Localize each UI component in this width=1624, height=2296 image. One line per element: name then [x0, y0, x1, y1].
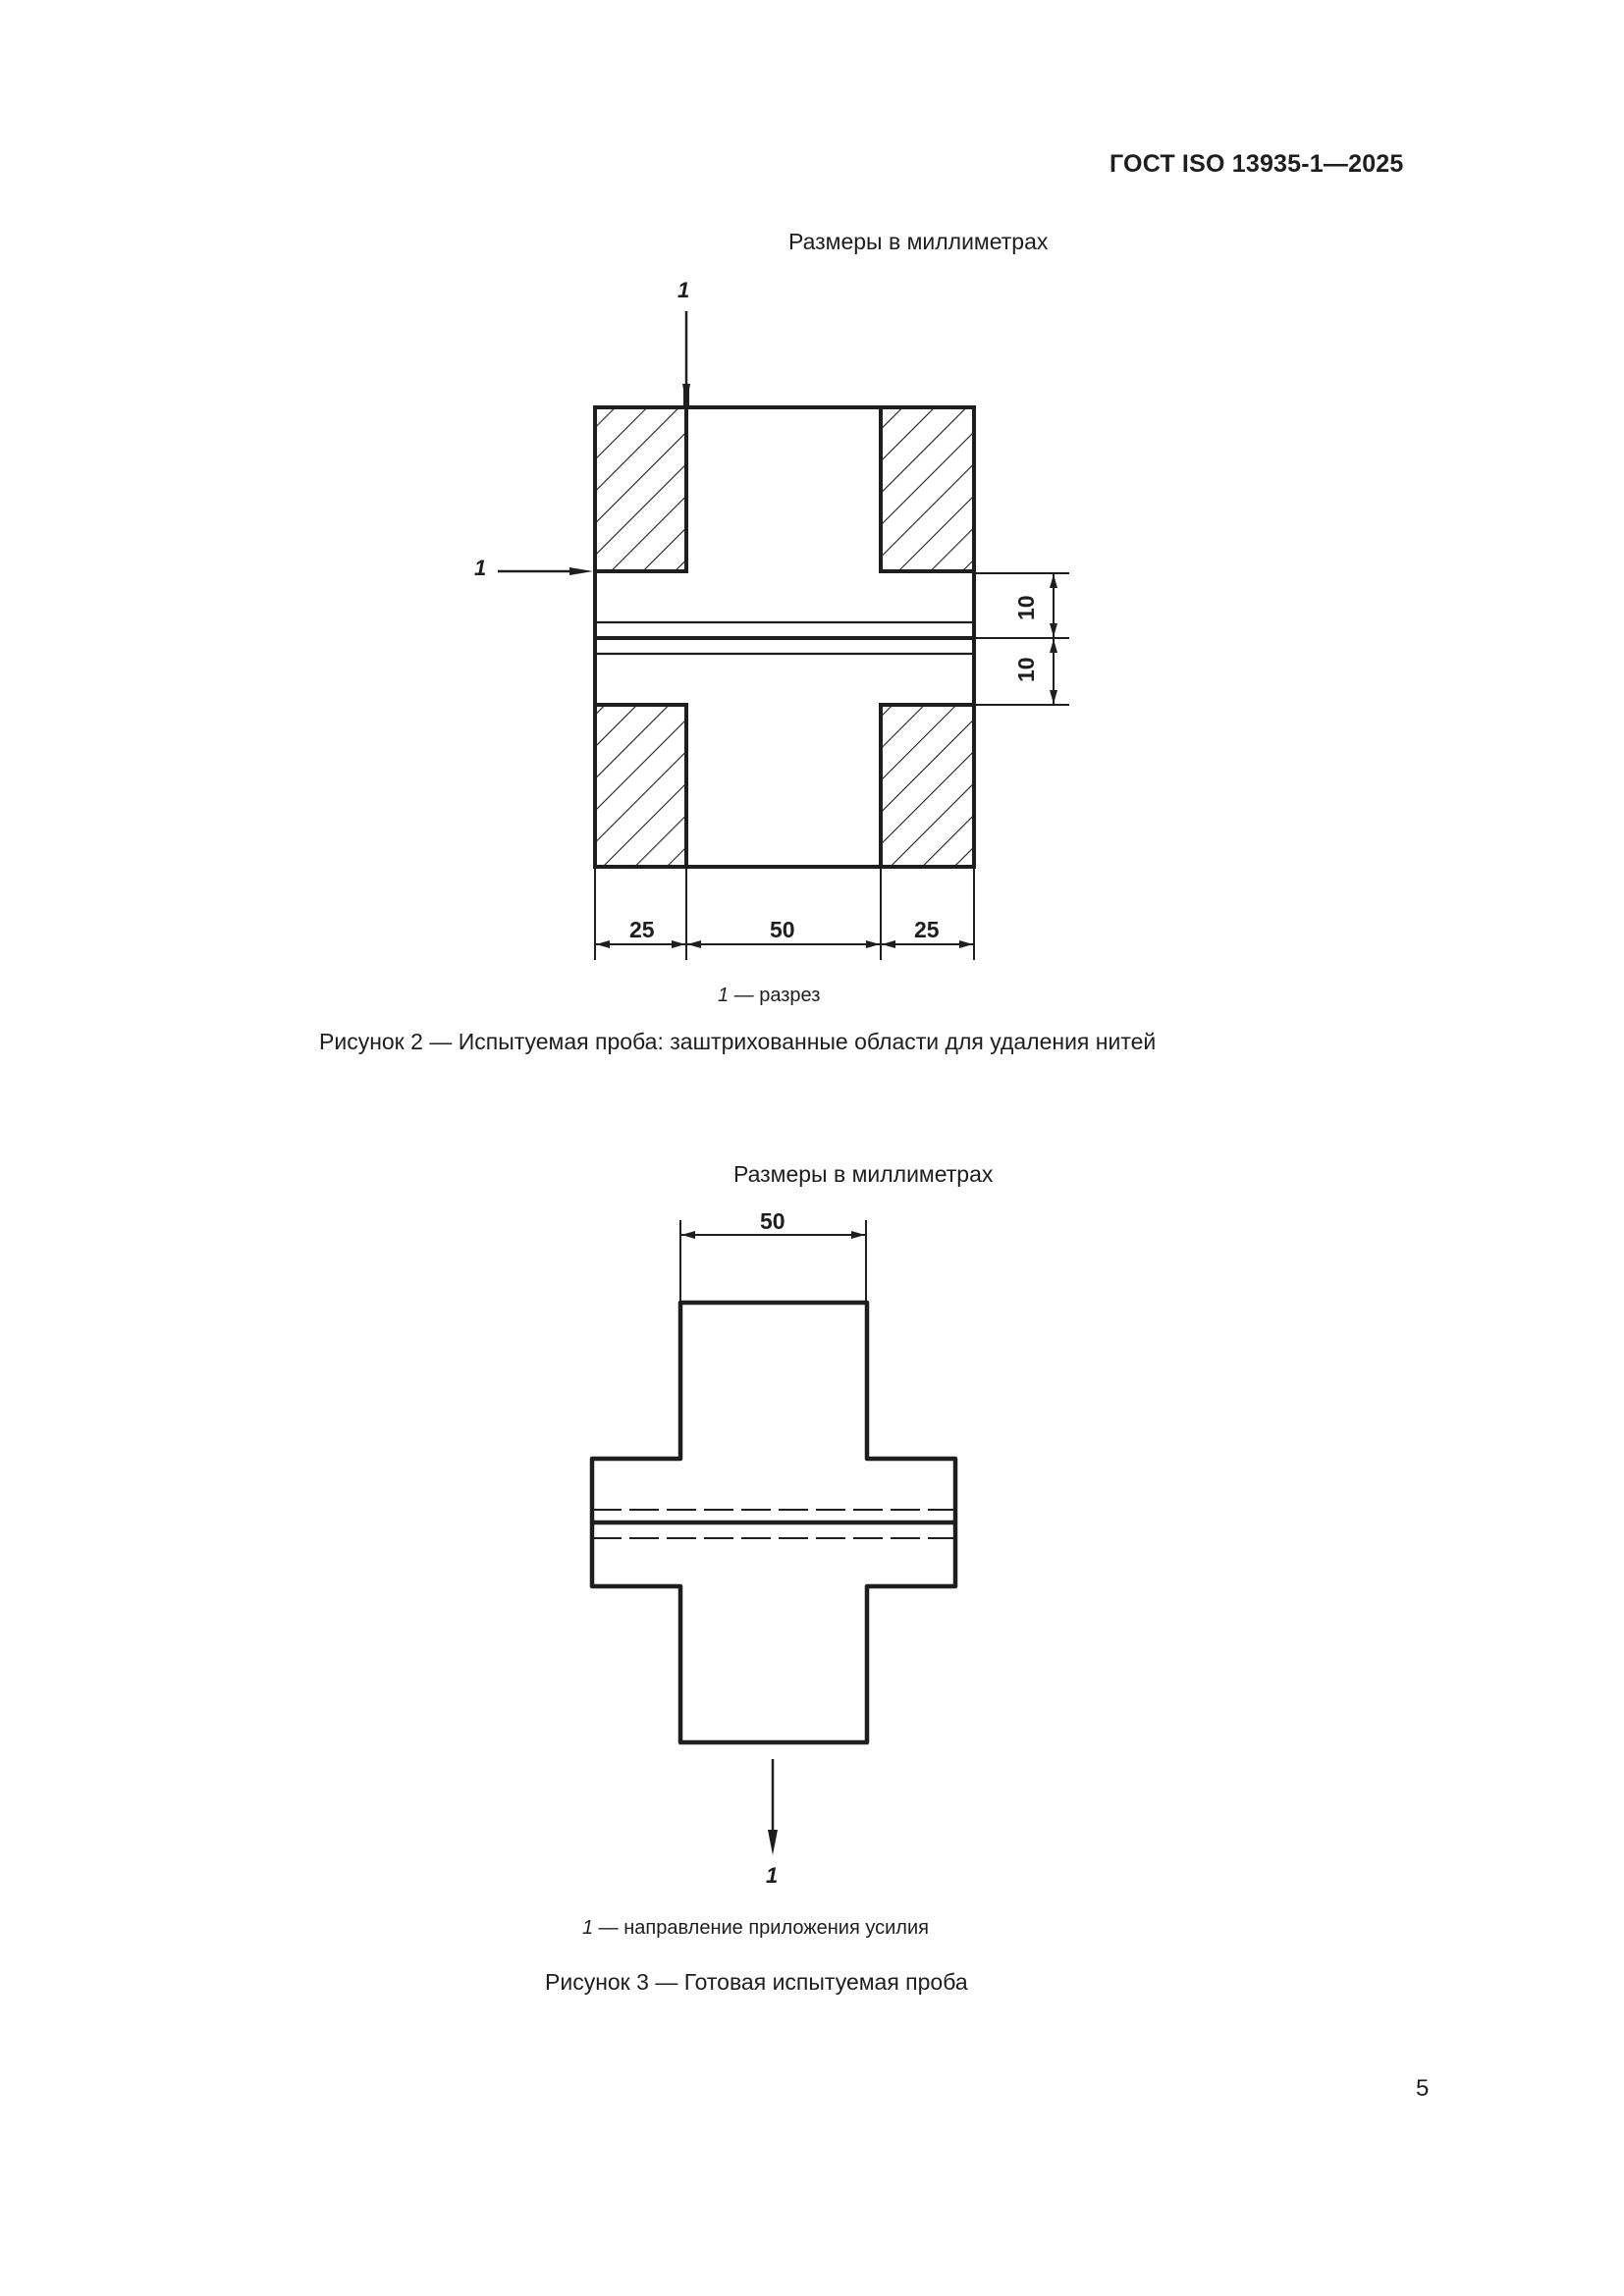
dim-center-width: 50	[770, 917, 795, 942]
dim-lower-gap: 10	[1013, 657, 1039, 682]
dim-top-width: 50	[760, 1208, 785, 1234]
cut-label-left: 1	[474, 556, 487, 580]
figure3-drawing	[592, 1220, 955, 1855]
figure2-units-note: Размеры в миллиметрах	[788, 229, 1049, 254]
figure3-legend	[582, 1917, 929, 1940]
dim-right-width: 25	[914, 917, 940, 942]
dim-left-width: 25	[629, 917, 655, 942]
legend-number: 1	[718, 985, 730, 1006]
page-number: 5	[1416, 2075, 1430, 2102]
legend-number: 1	[582, 1917, 594, 1939]
figure2-caption: Рисунок 2 — Испытуемая проба: заштрихованные области для удаления нитей	[319, 1029, 1157, 1054]
force-direction-arrow	[768, 1759, 778, 1855]
bottom-dimensions	[595, 867, 974, 960]
figure2-drawing	[498, 311, 1069, 960]
document-id: ГОСТ ISO 13935-1—2025	[1110, 150, 1404, 178]
right-dimensions	[974, 573, 1069, 705]
figure2-legend	[718, 985, 820, 1007]
dim-upper-gap: 10	[1013, 595, 1039, 620]
cut-arrow-left	[498, 567, 593, 575]
figure3-units-note: Размеры в миллиметрах	[733, 1161, 994, 1187]
cut-label-top: 1	[677, 278, 690, 302]
force-label: 1	[766, 1863, 779, 1888]
legend-text: — направление приложения усилия	[593, 1917, 929, 1939]
cut-arrow-top	[682, 311, 690, 406]
legend-text: — разрез	[729, 985, 821, 1006]
figure3-caption: Рисунок 3 — Готовая испытуемая проба	[545, 1969, 968, 1995]
